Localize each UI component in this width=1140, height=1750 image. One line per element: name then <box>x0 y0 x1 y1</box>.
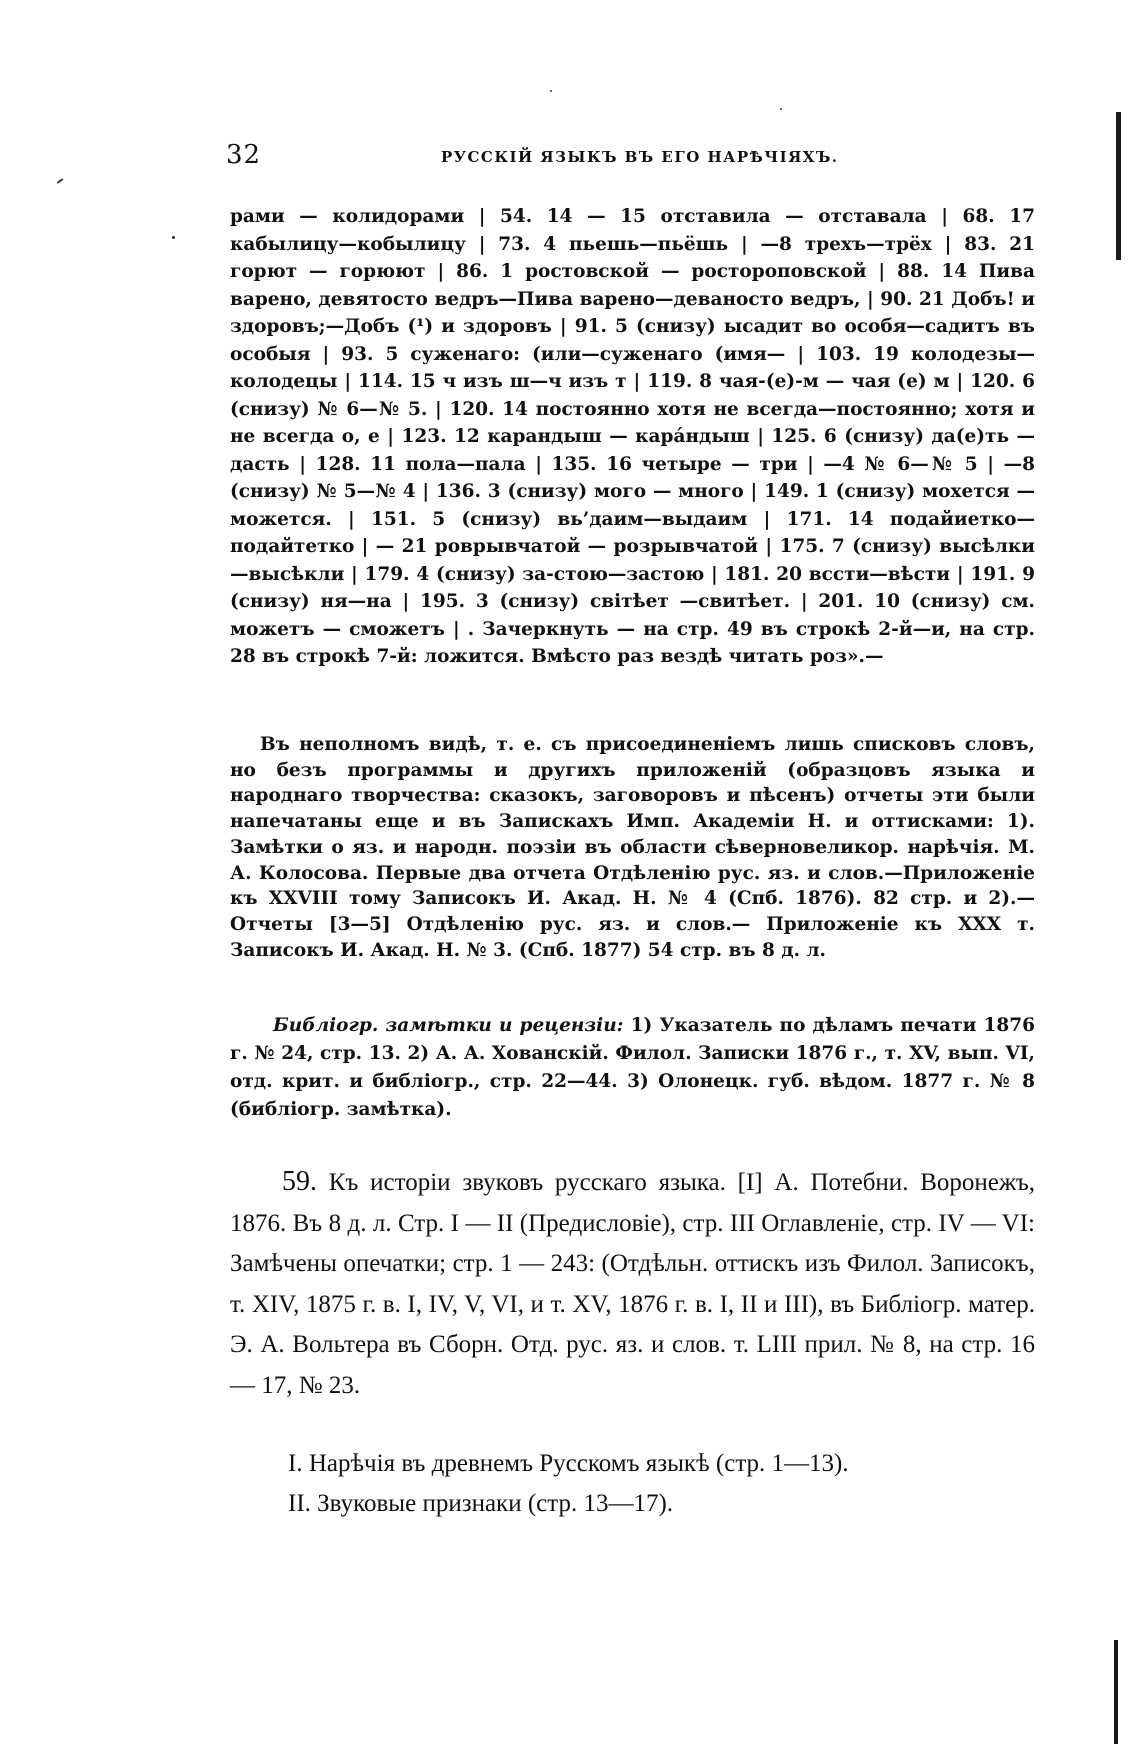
binding-edge-bottom <box>1114 1640 1118 1744</box>
bibliography-paragraph <box>230 1012 1035 1124</box>
scan-speck <box>56 178 64 184</box>
entry-text: Къ исторіи звуковъ русскаго языка. [I] А. Потебни. Воронежъ, 1876. Въ 8 д. л. Стр. I — II (Предисловіе), стр. III Оглавленіе, стр. IV — VI: Замѣчены опечатки; стр. 1 — 243: (Отдѣльн. оттискъ изъ Филол. Записокъ, т. XIV, 1875 г. в. I, IV, V, VI, и т. XV, 1876 г. в. I, II и III), въ Библіогр. матер. Э. А. Вольтера въ Сборн. Отд. рус. яз. и слов. т. LIII прил. № 8, на стр. 16 — 17, № 23. <box>230 1169 1035 1399</box>
contents-item: II. Звуковые признаки (стр. 13—17). <box>288 1490 674 1517</box>
edition-paragraph: Въ неполномъ видѣ, т. е. съ присоединеніемъ лишь списковъ словъ, но безъ программы и другихъ приложеній (образцовъ языка и народнаго творчества: сказокъ, заговоровъ и пѣсенъ) отчеты эти были напечатаны еще и въ Запискахъ Имп. Академіи Н. и оттисками: 1). Замѣтки о яз. и народн. поэзіи въ области сѣверновеликор. нарѣчія. М. А. Колосова. Первые два отчета Отдѣленію рус. яз. и слов.—Приложеніе къ XXVIII тому Записокъ И. Акад. Н. № 4 (Спб. 1876). 82 стр. и 2).— Отчеты [3—5] Отдѣленію рус. яз. и слов.— Приложеніе къ XXX т. Записокъ И. Акад. Н. № 3. (Спб. 1877) 54 стр. въ 8 д. л. <box>230 734 1035 961</box>
page-header <box>226 140 1046 180</box>
running-title: РУССКІЙ ЯЗЫКЪ ВЪ ЕГО НАРѢЧІЯХЪ. <box>441 148 839 166</box>
entry-59 <box>230 1162 1035 1406</box>
binding-edge-top <box>1116 112 1121 260</box>
bibliography-label: Библіогр. замѣтки и рецензіи: <box>273 1015 624 1036</box>
contents-list <box>288 1444 1048 1524</box>
page-number: 32 <box>226 140 262 170</box>
bibliography-text: 1) Указатель по дѣламъ печати 1876 г. № 24, стр. 13. 2) А. А. Хованскій. Филол. Записки 1876 г., т. XV, вып. VI, отд. крит. и библіогр., стр. 22—44. 3) Олонецк. губ. вѣдом. 1877 г. № 8 (библіогр. замѣтка). <box>230 1015 1035 1120</box>
scan-speck <box>780 108 782 110</box>
errata-paragraph: рами — колидорами | 54. 14 — 15 отставила — отставала | 68. 17 кабылицу—кобылицу | 73. 4 пьешь—пьёшь | —8 трехъ—трёх | 83. 21 горют — горюют | 86. 1 ростовской — росторопoвской | 88. 14 Пива варено, девятосто ведръ—Пива варено—деваносто ведръ, | 90. 21 Добъ! и здоровъ;—Добъ (¹) и здоровъ | 91. 5 (снизу) ысадит во особя—садитъ въ особыя | 93. 5 суженаго: (или—суженаго (имя— | 103. 19 колодезы—колодецы | 114. 15 ч изъ ш—ч изъ т | 119. 8 чая-(е)-м — чая (е) м | 120. 6 (снизу) № 6—№ 5. | 120. 14 постоянно хотя не всегда—постоянно; хотя и не всегда о, е | 123. 12 карандыш — кара́ндыш | 125. 6 (снизу) да(е)ть — дасть | 128. 11 пола—пала | 135. 16 четыре — три | —4 № 6—№ 5 | —8 (снизу) № 5—№ 4 | 136. 3 (снизу) мого — много | 149. 1 (снизу) мохется — можется. | 151. 5 (снизу) вь’даим—выдаим | 171. 14 подайиетко—подайтетко | — 21 роврывчатой — розрывчатой | 175. 7 (снизу) высѣлки—высѣкли | 179. 4 (снизу) за-стою—застою | 181. 20 вссти—вѣсти | 191. 9 (снизу) ня—на | 195. 3 (снизу) свiтѣет —свитѣет. | 201. 10 (снизу) см. можетъ — сможетъ | . Зачеркнуть — на стр. 49 въ строкѣ 2-й—и, на стр. 28 въ строкѣ 7-й: ложится. Вмѣсто раз вездѣ читать роз».— <box>230 206 1035 667</box>
contents-item: I. Нарѣчія въ древнемъ Русскомъ языкѣ (стр. 1—13). <box>288 1450 849 1477</box>
scan-speck <box>172 236 175 239</box>
entry-number: 59. <box>282 1166 317 1197</box>
scan-speck <box>550 90 552 92</box>
